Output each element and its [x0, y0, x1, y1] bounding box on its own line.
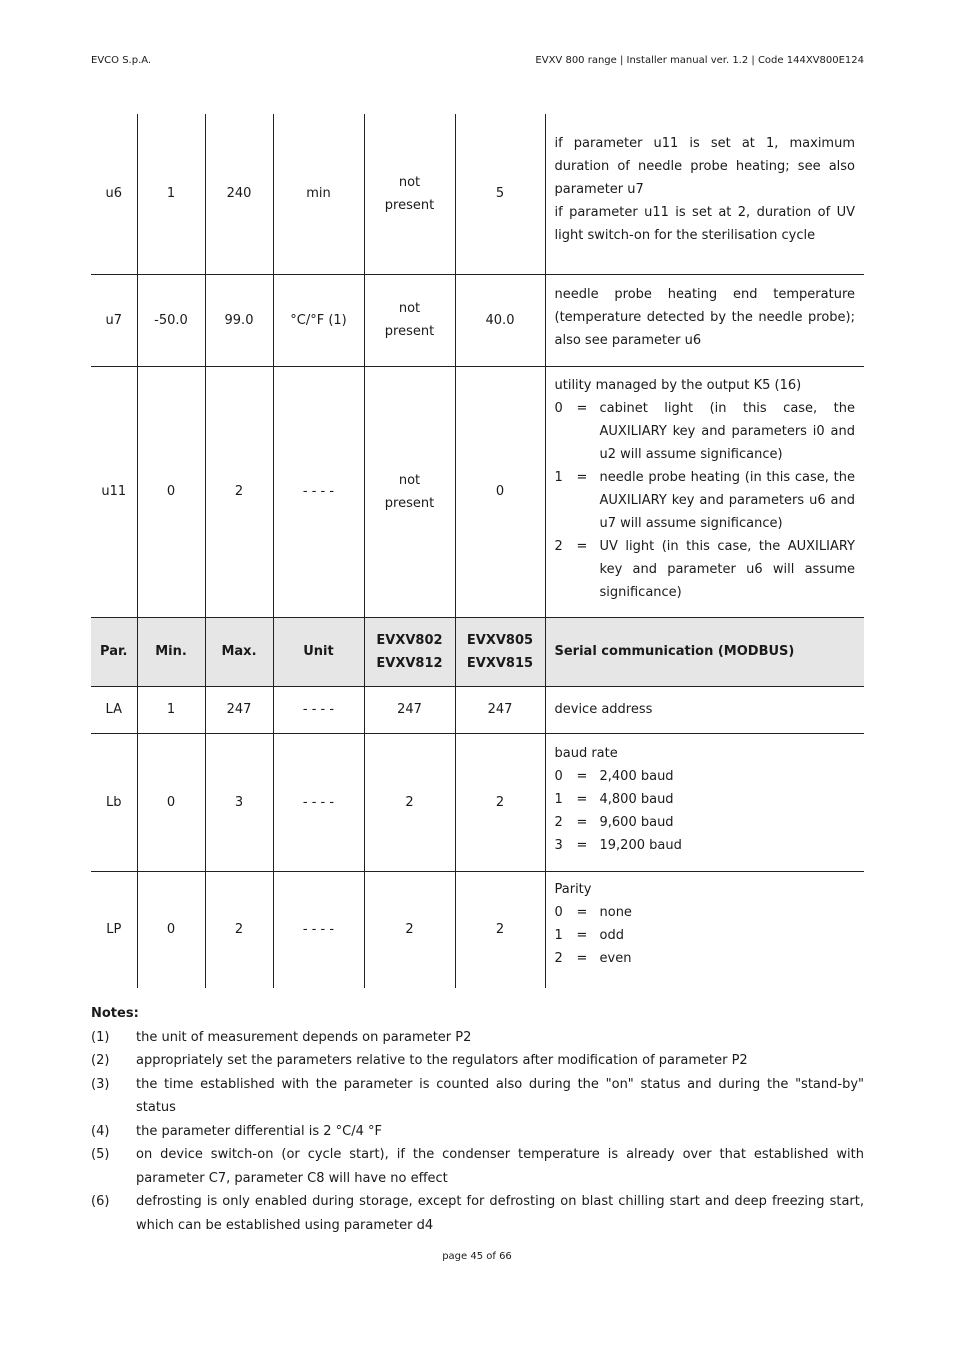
- note-text: the time established with the parameter is counted also during the "on" status and during the "stand-by" status: [136, 1076, 864, 1115]
- param-default-evxv802: [364, 366, 455, 617]
- parameters-table: [91, 114, 864, 988]
- notes-list: [91, 1026, 864, 1238]
- option-value: 3: [554, 837, 563, 853]
- param-min: 0: [137, 871, 205, 988]
- header-document-info: EVXV 800 range | Installer manual ver. 1.2 | Code 144XV800E124: [535, 55, 864, 66]
- param-max: 247: [205, 686, 273, 733]
- option-value: 1: [554, 927, 563, 943]
- param-max: 2: [205, 366, 273, 617]
- option-equals: =: [576, 469, 588, 485]
- param-max: 240: [205, 114, 273, 274]
- param-description: [545, 871, 864, 988]
- option-item: [555, 788, 856, 811]
- note-text: the parameter differential is 2 °C/4 °F: [136, 1123, 383, 1139]
- description-intro: device address: [554, 702, 653, 717]
- description-line: also see parameter u6: [554, 332, 702, 348]
- note-number: (3): [91, 1076, 110, 1092]
- note-item: [91, 1073, 864, 1120]
- option-value: 0: [554, 768, 563, 784]
- option-equals: =: [576, 400, 588, 416]
- option-equals: =: [576, 927, 588, 943]
- option-equals: =: [576, 791, 588, 807]
- option-item: [555, 535, 856, 604]
- param-default-evxv802-line: not: [398, 174, 421, 190]
- description-line: (temperature detected by the needle probe);: [554, 309, 855, 325]
- option-item: [555, 811, 856, 834]
- param-default-evxv802-line: present: [384, 495, 435, 511]
- param-default-evxv805: 5: [455, 114, 545, 274]
- option-text: 2,400 baud: [599, 768, 674, 784]
- param-description: [545, 366, 864, 617]
- note-number: (1): [91, 1029, 110, 1045]
- option-item: [555, 924, 856, 947]
- param-default-evxv805: 40.0: [455, 274, 545, 366]
- param-unit: - - - -: [273, 366, 364, 617]
- param-description: [545, 114, 864, 274]
- param-min: 1: [137, 686, 205, 733]
- param-unit: - - - -: [273, 733, 364, 871]
- option-item: [555, 901, 856, 924]
- option-value: 1: [554, 469, 563, 485]
- header-evxv802-evxv812: [364, 617, 455, 686]
- param-name: Lb: [91, 733, 137, 871]
- param-unit: min: [273, 114, 364, 274]
- description-intro: Parity: [554, 881, 592, 897]
- option-text: 9,600 baud: [599, 814, 674, 830]
- param-description: [545, 274, 864, 366]
- param-row-u7: [91, 274, 864, 366]
- param-max: 2: [205, 871, 273, 988]
- option-text: UV light (in this case, the AUXILIARY key and parameter u6 will assume significance): [599, 538, 855, 600]
- param-row-Lb: [91, 733, 864, 871]
- param-default-evxv802-line: not: [398, 472, 421, 488]
- option-item: [555, 947, 856, 970]
- param-default-evxv802-line: not: [398, 301, 421, 316]
- note-item: [91, 1049, 864, 1073]
- param-default-evxv805: 247: [455, 686, 545, 733]
- option-item: [555, 834, 856, 857]
- param-default-evxv802-line: present: [384, 197, 435, 213]
- note-item: [91, 1143, 864, 1190]
- note-number: (6): [91, 1194, 110, 1209]
- note-item: [91, 1190, 864, 1237]
- option-value: 0: [554, 400, 563, 416]
- header-evxv802-evxv812-line: EVXV812: [376, 655, 443, 671]
- param-min: 0: [137, 366, 205, 617]
- option-text: cabinet light (in this case, the AUXILIARY key and parameters i0 and u2 will assume significance): [599, 400, 855, 462]
- notes-section: [91, 1002, 864, 1237]
- param-name: u6: [105, 186, 122, 202]
- param-row-u11: [91, 366, 864, 617]
- header-min: Min.: [137, 617, 205, 686]
- param-row-u6: [91, 114, 864, 274]
- section-title: Serial communication (MODBUS): [545, 617, 864, 686]
- option-equals: =: [576, 768, 588, 784]
- note-text: appropriately set the parameters relative to the regulators after modification of parameter P2: [136, 1053, 748, 1068]
- note-text: defrosting is only enabled during storage, except for defrosting on blast chilling start and deep freezing start, which can be established using parameter d4: [136, 1194, 864, 1233]
- note-number: (2): [91, 1053, 110, 1068]
- param-max: 99.0: [205, 274, 273, 366]
- header-par: Par.: [91, 617, 137, 686]
- description-line: if parameter u11 is set at 1, maximum: [554, 135, 855, 151]
- option-value: 2: [554, 538, 563, 554]
- description-line: parameter u7: [554, 181, 644, 197]
- option-equals: =: [576, 837, 588, 853]
- param-min: 0: [137, 733, 205, 871]
- header-evxv805-evxv815-line: EVXV815: [466, 655, 534, 671]
- option-text: even: [599, 950, 632, 966]
- param-description: [545, 733, 864, 871]
- param-default-evxv802: 247: [364, 686, 455, 733]
- option-text: odd: [599, 927, 624, 943]
- param-default-evxv802: 2: [364, 733, 455, 871]
- notes-title: Notes:: [91, 1006, 139, 1021]
- param-default-evxv805: 2: [455, 733, 545, 871]
- param-max: 3: [205, 733, 273, 871]
- option-value: 2: [554, 950, 563, 966]
- page-number: page 45 of 66: [442, 1251, 512, 1262]
- header-evxv802-evxv812-line: EVXV802: [376, 632, 443, 648]
- note-text: on device switch-on (or cycle start), if the condenser temperature is already over that established with parameter C7, parameter C8 will have no effect: [136, 1147, 864, 1186]
- note-number: (4): [91, 1123, 110, 1139]
- param-name: u7: [91, 274, 137, 366]
- param-default-evxv802-line: present: [384, 324, 435, 339]
- param-name: LA: [91, 686, 137, 733]
- option-text: none: [599, 904, 632, 920]
- note-text: the unit of measurement depends on parameter P2: [136, 1029, 472, 1045]
- option-text: 19,200 baud: [599, 837, 682, 853]
- option-item: [555, 466, 856, 535]
- param-name: u11: [91, 366, 137, 617]
- option-value: 0: [554, 904, 563, 920]
- option-equals: =: [576, 904, 588, 920]
- param-row-LP: [91, 871, 864, 988]
- option-text: needle probe heating (in this case, the AUXILIARY key and parameters u6 and u7 will assume significance): [599, 469, 855, 531]
- header-evxv805-evxv815-line: EVXV805: [466, 632, 534, 648]
- param-unit: - - - -: [273, 871, 364, 988]
- param-default-evxv805: 2: [455, 871, 545, 988]
- option-text: 4,800 baud: [599, 791, 674, 807]
- note-item: [91, 1026, 864, 1050]
- description-line: light switch-on for the sterilisation cycle: [554, 227, 816, 243]
- param-description: [545, 686, 864, 733]
- param-min: 1: [137, 114, 205, 274]
- section-header-row: [91, 617, 864, 686]
- description-intro: baud rate: [554, 745, 618, 761]
- header-unit: Unit: [273, 617, 364, 686]
- option-equals: =: [576, 950, 588, 966]
- param-name: LP: [91, 871, 137, 988]
- param-unit: - - - -: [273, 686, 364, 733]
- param-unit: °C/°F (1): [273, 274, 364, 366]
- option-value: 1: [554, 791, 563, 807]
- param-default-evxv802: [364, 274, 455, 366]
- header-max: Max.: [205, 617, 273, 686]
- description-line: needle probe heating end temperature: [554, 286, 855, 302]
- option-equals: =: [576, 814, 588, 830]
- option-item: [555, 765, 856, 788]
- param-default-evxv802: 2: [364, 871, 455, 988]
- option-equals: =: [576, 538, 588, 554]
- param-row-LA: [91, 686, 864, 733]
- option-item: [555, 397, 856, 466]
- description-intro: utility managed by the output K5 (16): [554, 377, 802, 393]
- option-value: 2: [554, 814, 563, 830]
- param-default-evxv802: [364, 114, 455, 274]
- param-default-evxv805: 0: [455, 366, 545, 617]
- header-evxv805-evxv815: [455, 617, 545, 686]
- description-line: duration of needle probe heating; see also: [554, 158, 855, 174]
- param-min: -50.0: [137, 274, 205, 366]
- note-number: (5): [91, 1147, 110, 1162]
- note-item: [91, 1120, 864, 1144]
- header-company: EVCO S.p.A.: [91, 55, 152, 66]
- description-line: if parameter u11 is set at 2, duration of UV: [554, 204, 855, 220]
